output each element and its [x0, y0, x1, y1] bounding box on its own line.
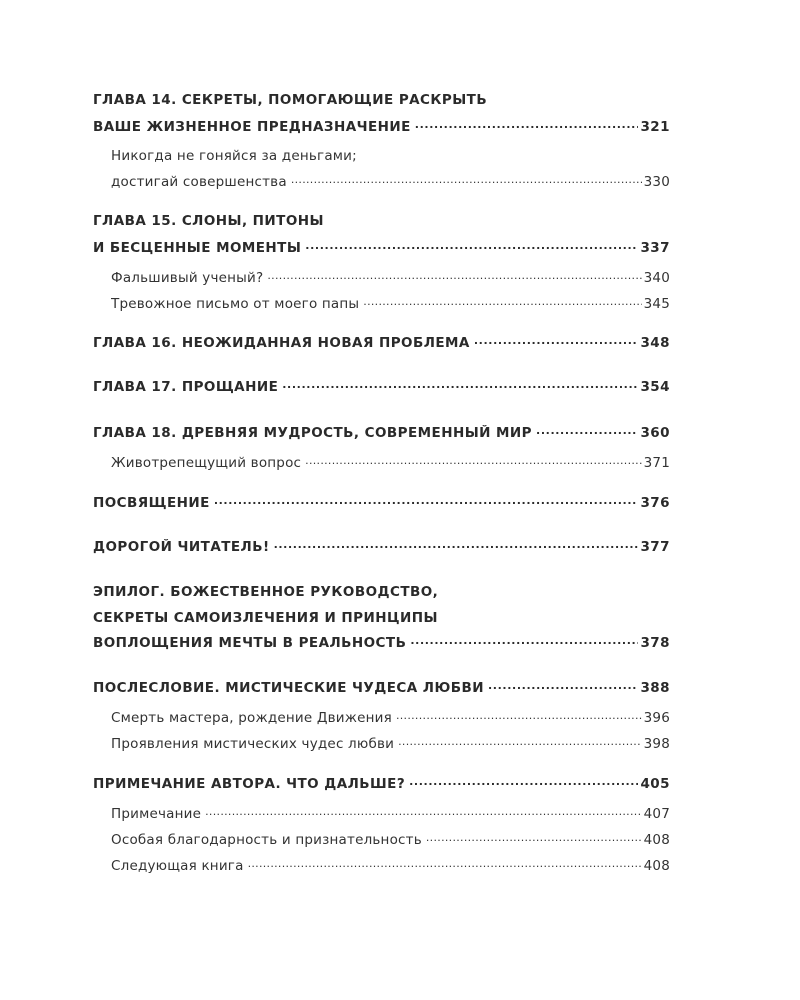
toc-entry-epilogue-line1[interactable] [93, 584, 670, 600]
dot-leader [415, 119, 639, 131]
toc-subentry-title: Тревожное письмо от моего папы [111, 296, 360, 312]
page-number: 337 [640, 240, 670, 256]
toc-entry-ch17[interactable] [93, 379, 670, 395]
dot-leader [305, 240, 638, 252]
dot-leader [363, 296, 641, 308]
toc-entry-title: ЭПИЛОГ. БОЖЕСТВЕННОЕ РУКОВОДСТВО, [93, 584, 439, 600]
page-number: 408 [643, 858, 670, 874]
toc-subentry-title: Следующая книга [111, 858, 244, 874]
page-number: 360 [640, 425, 670, 441]
toc-entry-dedication[interactable] [93, 495, 670, 511]
toc-entry-title: ПРИМЕЧАНИЕ АВТОРА. ЧТО ДАЛЬШЕ? [93, 776, 406, 792]
toc-subentry-afterword-1[interactable] [111, 710, 670, 726]
toc-subentry-author-note-3[interactable] [111, 858, 670, 874]
toc-subentry-ch15-2[interactable] [111, 296, 670, 312]
page-number: 340 [643, 270, 670, 286]
toc-subentry-ch14-1[interactable] [111, 174, 670, 190]
toc-subentry-author-note-2[interactable] [111, 832, 670, 848]
toc-entry-dear-reader[interactable] [93, 539, 670, 555]
page-number: 405 [640, 776, 670, 792]
dot-leader [291, 174, 642, 186]
page-number: 377 [640, 539, 670, 555]
dot-leader [396, 710, 642, 722]
toc-entry-afterword[interactable] [93, 680, 670, 696]
page-number: 371 [643, 455, 670, 471]
page-number: 345 [643, 296, 670, 312]
toc-entry-ch15-line1[interactable] [93, 213, 670, 229]
toc-subentry-title: Смерть мастера, рождение Движения [111, 710, 392, 726]
dot-leader [205, 806, 641, 818]
dot-leader [282, 379, 638, 391]
toc-subentry-title: Никогда не гоняйся за деньгами; [111, 148, 357, 164]
toc-subentry-title: Особая благодарность и признательность [111, 832, 422, 848]
dot-leader [474, 335, 639, 347]
page-number: 408 [643, 832, 670, 848]
page-number: 396 [643, 710, 670, 726]
dot-leader [305, 455, 641, 467]
toc-subentry-title: Животрепещущий вопрос [111, 455, 302, 471]
dot-leader [536, 425, 638, 437]
toc-entry-title: ДОРОГОЙ ЧИТАТЕЛЬ! [93, 539, 270, 555]
toc-entry-ch16[interactable] [93, 335, 670, 351]
dot-leader [488, 680, 638, 692]
toc-entry-title: ГЛАВА 15. СЛОНЫ, ПИТОНЫ [93, 213, 324, 229]
toc-entry-title: ВОПЛОЩЕНИЯ МЕЧТЫ В РЕАЛЬНОСТЬ [93, 635, 407, 651]
toc-subentry-title: Примечание [111, 806, 202, 822]
toc-entry-title: ГЛАВА 17. ПРОЩАНИЕ [93, 379, 279, 395]
dot-leader [248, 858, 642, 870]
toc-entry-ch14-line1[interactable] [93, 92, 670, 108]
toc-subentry-author-note-1[interactable] [111, 806, 670, 822]
page-number: 407 [643, 806, 670, 822]
dot-leader [214, 495, 639, 507]
page-number: 354 [640, 379, 670, 395]
page-number: 398 [643, 736, 670, 752]
dot-leader [409, 776, 638, 788]
toc-subentry-title: Фальшивый ученый? [111, 270, 264, 286]
page-number: 321 [640, 119, 670, 135]
toc-entry-author-note[interactable] [93, 776, 670, 792]
toc-subentry-ch15-1[interactable] [111, 270, 670, 286]
toc-subentry-ch18-1[interactable] [111, 455, 670, 471]
dot-leader [426, 832, 642, 844]
toc-entry-title: ГЛАВА 16. НЕОЖИДАННАЯ НОВАЯ ПРОБЛЕМА [93, 335, 470, 351]
dot-leader [267, 270, 641, 282]
toc-entry-epilogue-line2[interactable] [93, 610, 670, 626]
toc-subentry-ch14-1-line1[interactable] [111, 148, 670, 164]
toc-subentry-afterword-2[interactable] [111, 736, 670, 752]
page-number: 348 [640, 335, 670, 351]
dot-leader [410, 635, 638, 647]
toc-entry-title: СЕКРЕТЫ САМОИЗЛЕЧЕНИЯ И ПРИНЦИПЫ [93, 610, 438, 626]
toc-subentry-title: достигай совершенства [111, 174, 287, 190]
toc-entry-ch18[interactable] [93, 425, 670, 441]
toc-entry-ch15[interactable] [93, 240, 670, 256]
toc-entry-ch14[interactable] [93, 119, 670, 135]
toc-entry-epilogue[interactable] [93, 635, 670, 651]
dot-leader [274, 539, 639, 551]
toc-subentry-title: Проявления мистических чудес любви [111, 736, 395, 752]
page-number: 330 [643, 174, 670, 190]
dot-leader [398, 736, 642, 748]
page-number: 378 [640, 635, 670, 651]
toc-entry-title: ПОСЛЕСЛОВИЕ. МИСТИЧЕСКИЕ ЧУДЕСА ЛЮБВИ [93, 680, 484, 696]
toc-entry-title: И БЕСЦЕННЫЕ МОМЕНТЫ [93, 240, 302, 256]
toc-entry-title: ПОСВЯЩЕНИЕ [93, 495, 210, 511]
toc-entry-title: ГЛАВА 18. ДРЕВНЯЯ МУДРОСТЬ, СОВРЕМЕННЫЙ МИР [93, 425, 533, 441]
page-number: 388 [640, 680, 670, 696]
page-number: 376 [640, 495, 670, 511]
toc-entry-title: ВАШЕ ЖИЗНЕННОЕ ПРЕДНАЗНАЧЕНИЕ [93, 119, 411, 135]
toc-entry-title: ГЛАВА 14. СЕКРЕТЫ, ПОМОГАЮЩИЕ РАСКРЫТЬ [93, 92, 488, 108]
